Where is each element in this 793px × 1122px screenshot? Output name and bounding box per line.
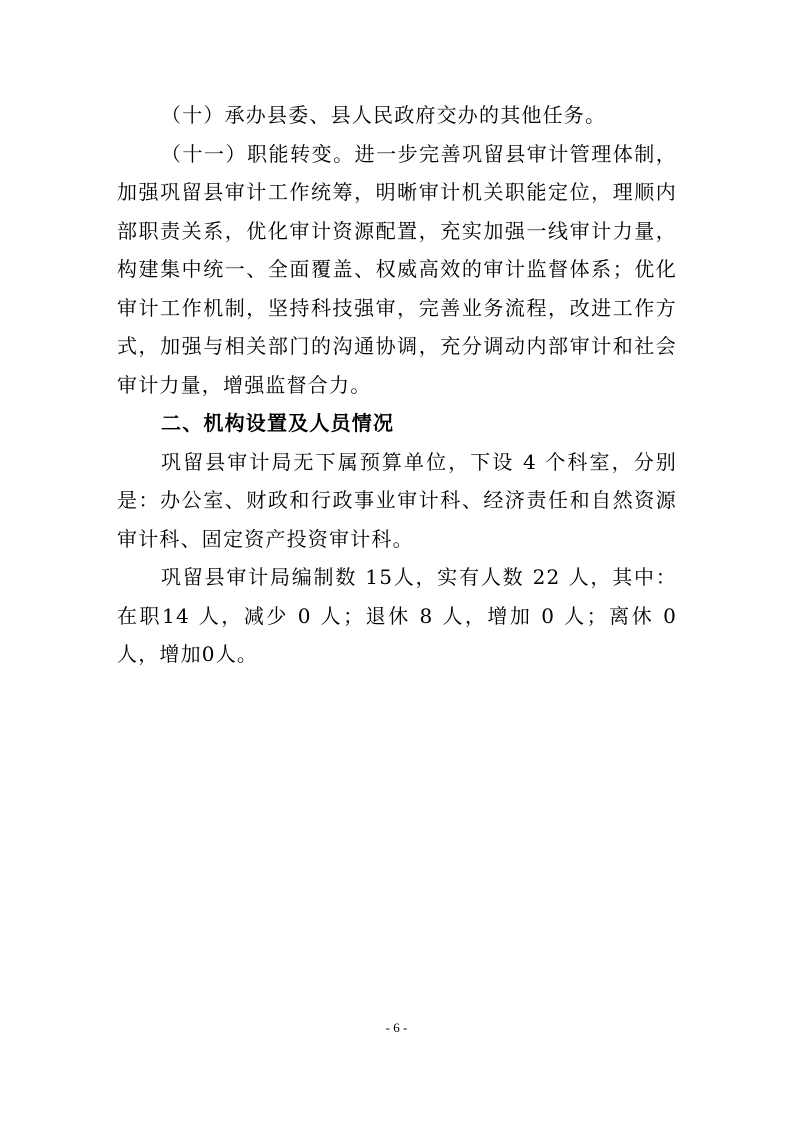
document-body: [117, 96, 677, 674]
page-number: - 6 -: [385, 1020, 408, 1035]
paragraph-staffing: 巩留县审计局编制数 15人，实有人数 22 人，其中：在职14 人，减少 0 人；退休 8 人，增加 0 人；离休 0 人，增加0人。: [117, 565, 677, 666]
paragraph-other-tasks: （十）承办县委、县人民政府交办的其他任务。: [161, 103, 607, 127]
section-heading: 二、机构设置及人员情况: [161, 411, 395, 435]
paragraph-function-transformation: （十一）职能转变。进一步完善巩留县审计管理体制，加强巩留县审计工作统筹，明晰审计机关职能定位，理顺内部职责关系，优化审计资源配置，充实加强一线审计力量，构建集中统一、全面覆盖、权威高效的审计监督体系；优化审计工作机制，坚持科技强审，完善业务流程，改进工作方式，加强与相关部门的沟通协调，充分调动内部审计和社会审计力量，增强监督合力。: [117, 141, 677, 397]
paragraph-departments: 巩留县审计局无下属预算单位，下设 4 个科室，分别是：办公室、财政和行政事业审计科、经济责任和自然资源审计科、固定资产投资审计科。: [117, 449, 677, 551]
